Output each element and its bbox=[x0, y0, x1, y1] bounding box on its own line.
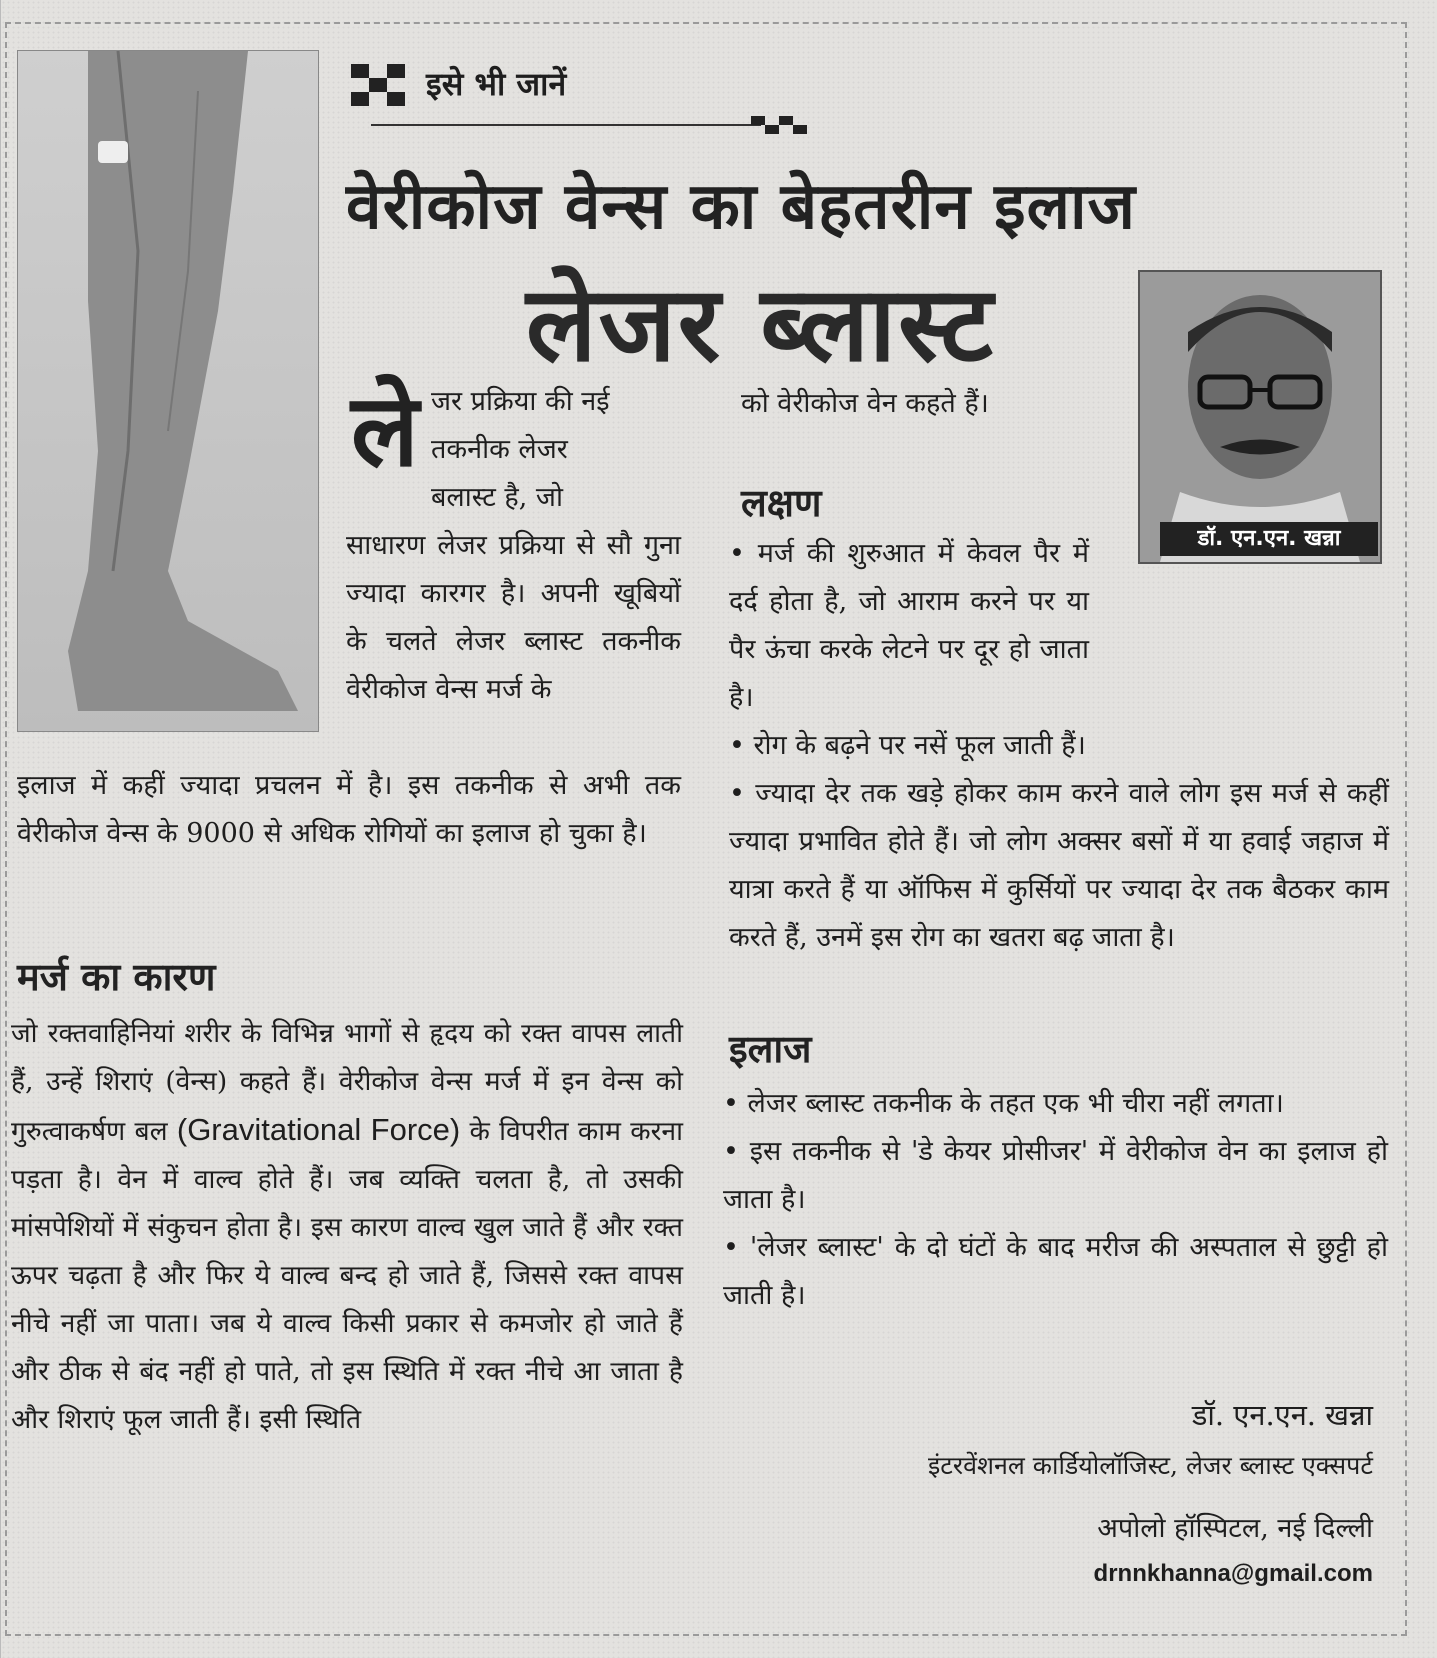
portrait-caption: डॉ. एन.एन. खन्ना bbox=[1160, 522, 1378, 556]
author-affiliation: अपोलो हॉस्पिटल, नई दिल्ली bbox=[1097, 1513, 1373, 1544]
headline: वेरीकोज वेन्स का बेहतरीन इलाज bbox=[346, 170, 1137, 244]
intro-line: जर प्रक्रिया की नई bbox=[431, 386, 610, 417]
author-name: डॉ. एन.एन. खन्ना bbox=[1191, 1398, 1373, 1432]
intro-line: बलास्ट है, जो bbox=[431, 482, 563, 513]
kicker bbox=[351, 56, 811, 116]
kicker-bar-icon bbox=[751, 114, 811, 136]
portrait-image bbox=[1140, 272, 1380, 562]
intro-lines bbox=[431, 378, 681, 522]
treatment-item: • लेजर ब्लास्ट तकनीक के तहत एक भी चीरा नहीं लगता। bbox=[723, 1088, 1284, 1119]
cause-heading: मर्ज का कारण bbox=[17, 955, 216, 999]
treatment-item: • 'लेजर ब्लास्ट' के दो घंटों के बाद मरीज की अस्पताल से छुट्टी हो जाती है। bbox=[723, 1232, 1388, 1311]
treatment-item: • इस तकनीक से 'डे केयर प्रोसीजर' में वेरीकोज वेन का इलाज हो जाता है। bbox=[723, 1136, 1388, 1215]
cause-text-part2: के विपरीत काम करना पड़ता है। वेन में वाल्व होते हैं। जब व्यक्ति चलता है, तो उसकी मांसपेशियों में संकुचन होता है। इस कारण वाल्व खुल जाते हैं और रक्त ऊपर चढ़ता है और फिर ये वाल्व बन्द हो जाते हैं, जिससे रक्त वापस नीचे नहीं जा पाता। जब ये वाल्व किसी प्रकार से कमजोर हो जाते हैं और ठीक से बंद नहीं हो पाते, तो इस स्थिति में रक्त नीचे आ जाता है और शिराएं फूल जाती हैं। इसी स्थिति bbox=[11, 1116, 683, 1435]
cause-text-part1: जो रक्तवाहिनियां शरीर के विभिन्न भागों से हृदय को रक्त वापस लाती हैं, उन्हें शिराएं (वेन्स) कहते हैं। वेरीकोज वेन्स मर्ज में इन वेन्स को गुरुत्वाकर्षण बल bbox=[11, 1018, 683, 1147]
cause-english-term: (Gravitational Force) bbox=[176, 1112, 461, 1147]
subheadline: लेजर ब्लास्ट bbox=[526, 263, 995, 385]
intro-wide-text: इलाज में कहीं ज्यादा प्रचलन में है। इस तकनीक से अभी तक वेरीकोज वेन्स के 9000 से अधिक रोगियों का इलाज हो चुका है। bbox=[17, 770, 681, 849]
leg-photo bbox=[17, 50, 319, 732]
author-title: इंटरवेंशनल कार्डियोलॉजिस्ट, लेजर ब्लास्ट एक्सपर्ट bbox=[928, 1451, 1373, 1480]
kicker-rule bbox=[371, 124, 761, 126]
symptom-item: • रोग के बढ़ने पर नसें फूल जाती हैं। bbox=[729, 730, 1086, 761]
kicker-label: इसे भी जानें bbox=[426, 65, 567, 103]
symptoms-heading: लक्षण bbox=[741, 481, 822, 525]
author-portrait bbox=[1138, 270, 1382, 564]
leg-illustration bbox=[18, 51, 318, 731]
dropcap: ले bbox=[351, 371, 419, 489]
symptom-item: • ज्यादा देर तक खड़े होकर काम करने वाले लोग इस मर्ज से कहीं ज्यादा प्रभावित होते हैं। जो लोग अक्सर बसों में या हवाई जहाज में यात्रा करते हैं या ऑफिस में कुर्सियों पर ज्यादा देर तक बैठकर काम करते हैं, उनमें इस रोग का खतरा बढ़ जाता है। bbox=[729, 778, 1389, 953]
intro-line: तकनीक लेजर bbox=[431, 434, 568, 465]
checker-logo-icon bbox=[351, 60, 421, 112]
intro-narrow-text: साधारण लेजर प्रक्रिया से सौ गुना ज्यादा कारगर है। अपनी खूबियों के चलते लेजर ब्लास्ट तकनीक वेरीकोज वेन्स मर्ज के bbox=[346, 530, 681, 705]
symptom-item: • मर्ज की शुरुआत में केवल पैर में दर्द होता है, जो आराम करने पर या पैर ऊंचा करके लेटने पर दूर हो जाता है। bbox=[729, 538, 1089, 713]
author-email: drnnkhanna@gmail.com bbox=[1093, 1560, 1373, 1587]
symptoms-list bbox=[729, 530, 1389, 962]
treatment-list bbox=[723, 1080, 1388, 1320]
treatment-heading: इलाज bbox=[729, 1027, 812, 1071]
cause-body bbox=[11, 1010, 683, 1444]
continuation-text: को वेरीकोज वेन कहते हैं। bbox=[741, 388, 989, 419]
